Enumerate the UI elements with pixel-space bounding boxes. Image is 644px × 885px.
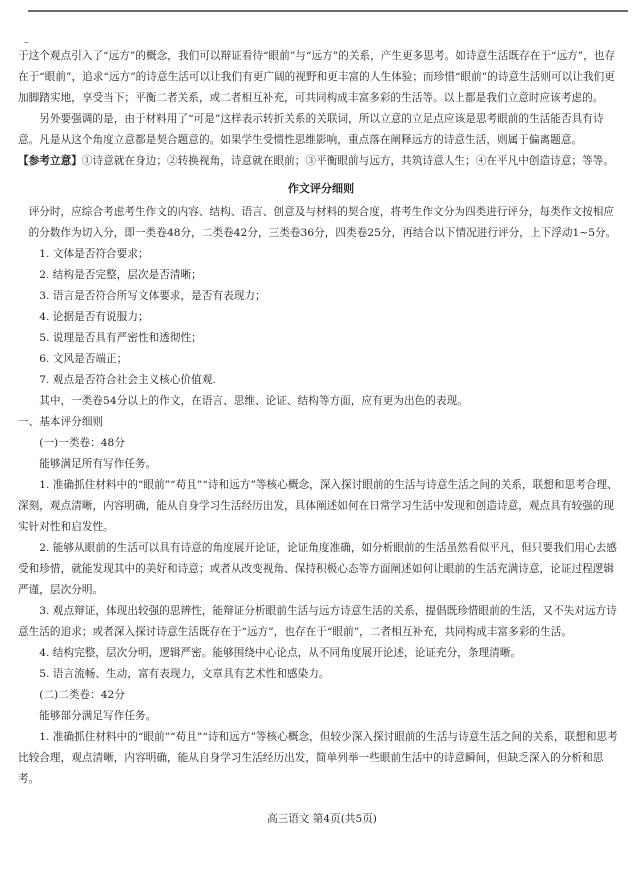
page-footer: 高三语文 第4页(共5页) bbox=[267, 813, 377, 825]
reference-text: ①诗意就在身边；②转换视角，诗意就在眼前；③平衡眼前与远方，共筑诗意人生；④在平凡中创造诗意；等等。 bbox=[81, 155, 615, 167]
class1-item: 3. 观点辩证，体现出较强的思辨性，能辩证分析眼前生活与远方诗意生活的关系，提倡既珍惜眼前的生活，又不失对远方诗意生活的追求；或者深入探讨诗意生活既存在于“远方”，也存在于“眼前”，二者相互补充，共同构成丰富多彩的生活。 bbox=[18, 605, 617, 638]
reference-ideas bbox=[18, 151, 624, 172]
margin-mark: – bbox=[24, 38, 29, 48]
criterion-item: 4. 论据是否有说服力； bbox=[39, 311, 149, 323]
criterion-item: 2. 结构是否完整，层次是否清晰； bbox=[39, 269, 202, 281]
class2-item: 1. 准确抓住材料中的“眼前”“苟且”“诗和远方”等核心概念，但较少深入探讨眼前的生活与诗意生活之间的关系，联想和思考比较合理，观点清晰，内容明确，能从自身学习生活经历出发，简单列举一些眼前生活中的诗意瞬间，但缺乏深入的分析和思考。 bbox=[18, 731, 618, 785]
class1-item: 2. 能够从眼前的生活可以具有诗意的角度展开论证，论证角度准确，如分析眼前的生活虽然看似平凡，但只要我们用心去感受和珍惜，就能发现其中的美好和诗意；或者从改变视角、保持积极心态等方面阐述如何让眼前的生活充满诗意，论证过程逻辑严谨，层次分明。 bbox=[18, 542, 617, 596]
criteria-note: 其中，一类卷54分以上的作文，在语言、思维、论证、结构等方面，应有更为出色的表现。 bbox=[39, 395, 468, 407]
class1-item: 1. 准确抓住材料中的“眼前”“苟且”“诗和远方”等核心概念，深入探讨眼前的生活与诗意生活之间的关系，联想和思考合理、深刻，观点清晰，内容明确，能从自身学习生活经历出发，具体阐述如何在日常学习生活中发现和创造诗意，观点具有较强的现实针对性和启发性。 bbox=[18, 479, 618, 533]
intro-paragraph-2: 另外要强调的是，由于材料用了“可是”这样表示转折关系的关联词，所以立意的立足点应该是思考眼前的生活能否具有诗意。凡是从这个角度立意都是契合题意的。如果学生受惯性思维影响，重点落在阐释远方的诗意生活，则属于偏离题意。 bbox=[18, 113, 604, 146]
criterion-item: 7. 观点是否符合社会主义核心价值观. bbox=[39, 374, 216, 386]
criterion-item: 5. 说理是否具有严密性和透彻性； bbox=[39, 332, 202, 344]
basic-heading: 一、基本评分细则 bbox=[18, 416, 104, 428]
class2-label: (二)二类卷：42分 bbox=[39, 689, 125, 701]
class1-requirement: 能够满足所有写作任务。 bbox=[39, 458, 157, 470]
scoring-intro: 评分时，应综合考虑考生作文的内容、结构、语言、创意及与材料的契合度，将考生作文分为四类进行评分，每类作文按相应的分数作为切入分，即一类卷48分，二类卷42分，三类卷36分，四类卷25分，再结合以下情况进行评分，上下浮动1~5分。 bbox=[28, 206, 617, 239]
class1-item: 5. 语言流畅、生动，富有表现力，文章具有艺术性和感染力。 bbox=[39, 668, 330, 680]
class1-item: 4. 结构完整，层次分明，逻辑严密。能够围绕中心论点，从不同角度展开论述，论证充分，条理清晰。 bbox=[39, 647, 522, 659]
criterion-item: 3. 语言是否符合所写文体要求，是否有表现力； bbox=[39, 290, 266, 302]
section-title: 作文评分细则 bbox=[287, 182, 355, 195]
class2-requirement: 能够部分满足写作任务。 bbox=[39, 710, 157, 722]
class1-label: (一)一类卷：48分 bbox=[39, 437, 125, 449]
criterion-item: 1. 文体是否符合要求； bbox=[39, 248, 149, 260]
intro-paragraph-1: 于这个观点引入了“远方”的概念，我们可以辩证看待“眼前”与“远方”的关系，产生更多思考。如诗意生活既存在于“远方”，也存在于“眼前”，追求“远方”的诗意生活可以让我们有更广阔的视野和更丰富的人生体验；而珍惜“眼前”的诗意生活则可以让我们更加脚踏实地，享受当下；平衡二者关系，或二者相互补充，可共同构成丰富多彩的生活等。以上都是我们立意时应该考虑的。 bbox=[18, 50, 616, 104]
header-rule bbox=[28, 10, 628, 12]
criterion-item: 6. 文风是否端正； bbox=[39, 353, 128, 365]
reference-label: 【参考立意】 bbox=[18, 155, 82, 167]
document-body bbox=[18, 46, 624, 790]
